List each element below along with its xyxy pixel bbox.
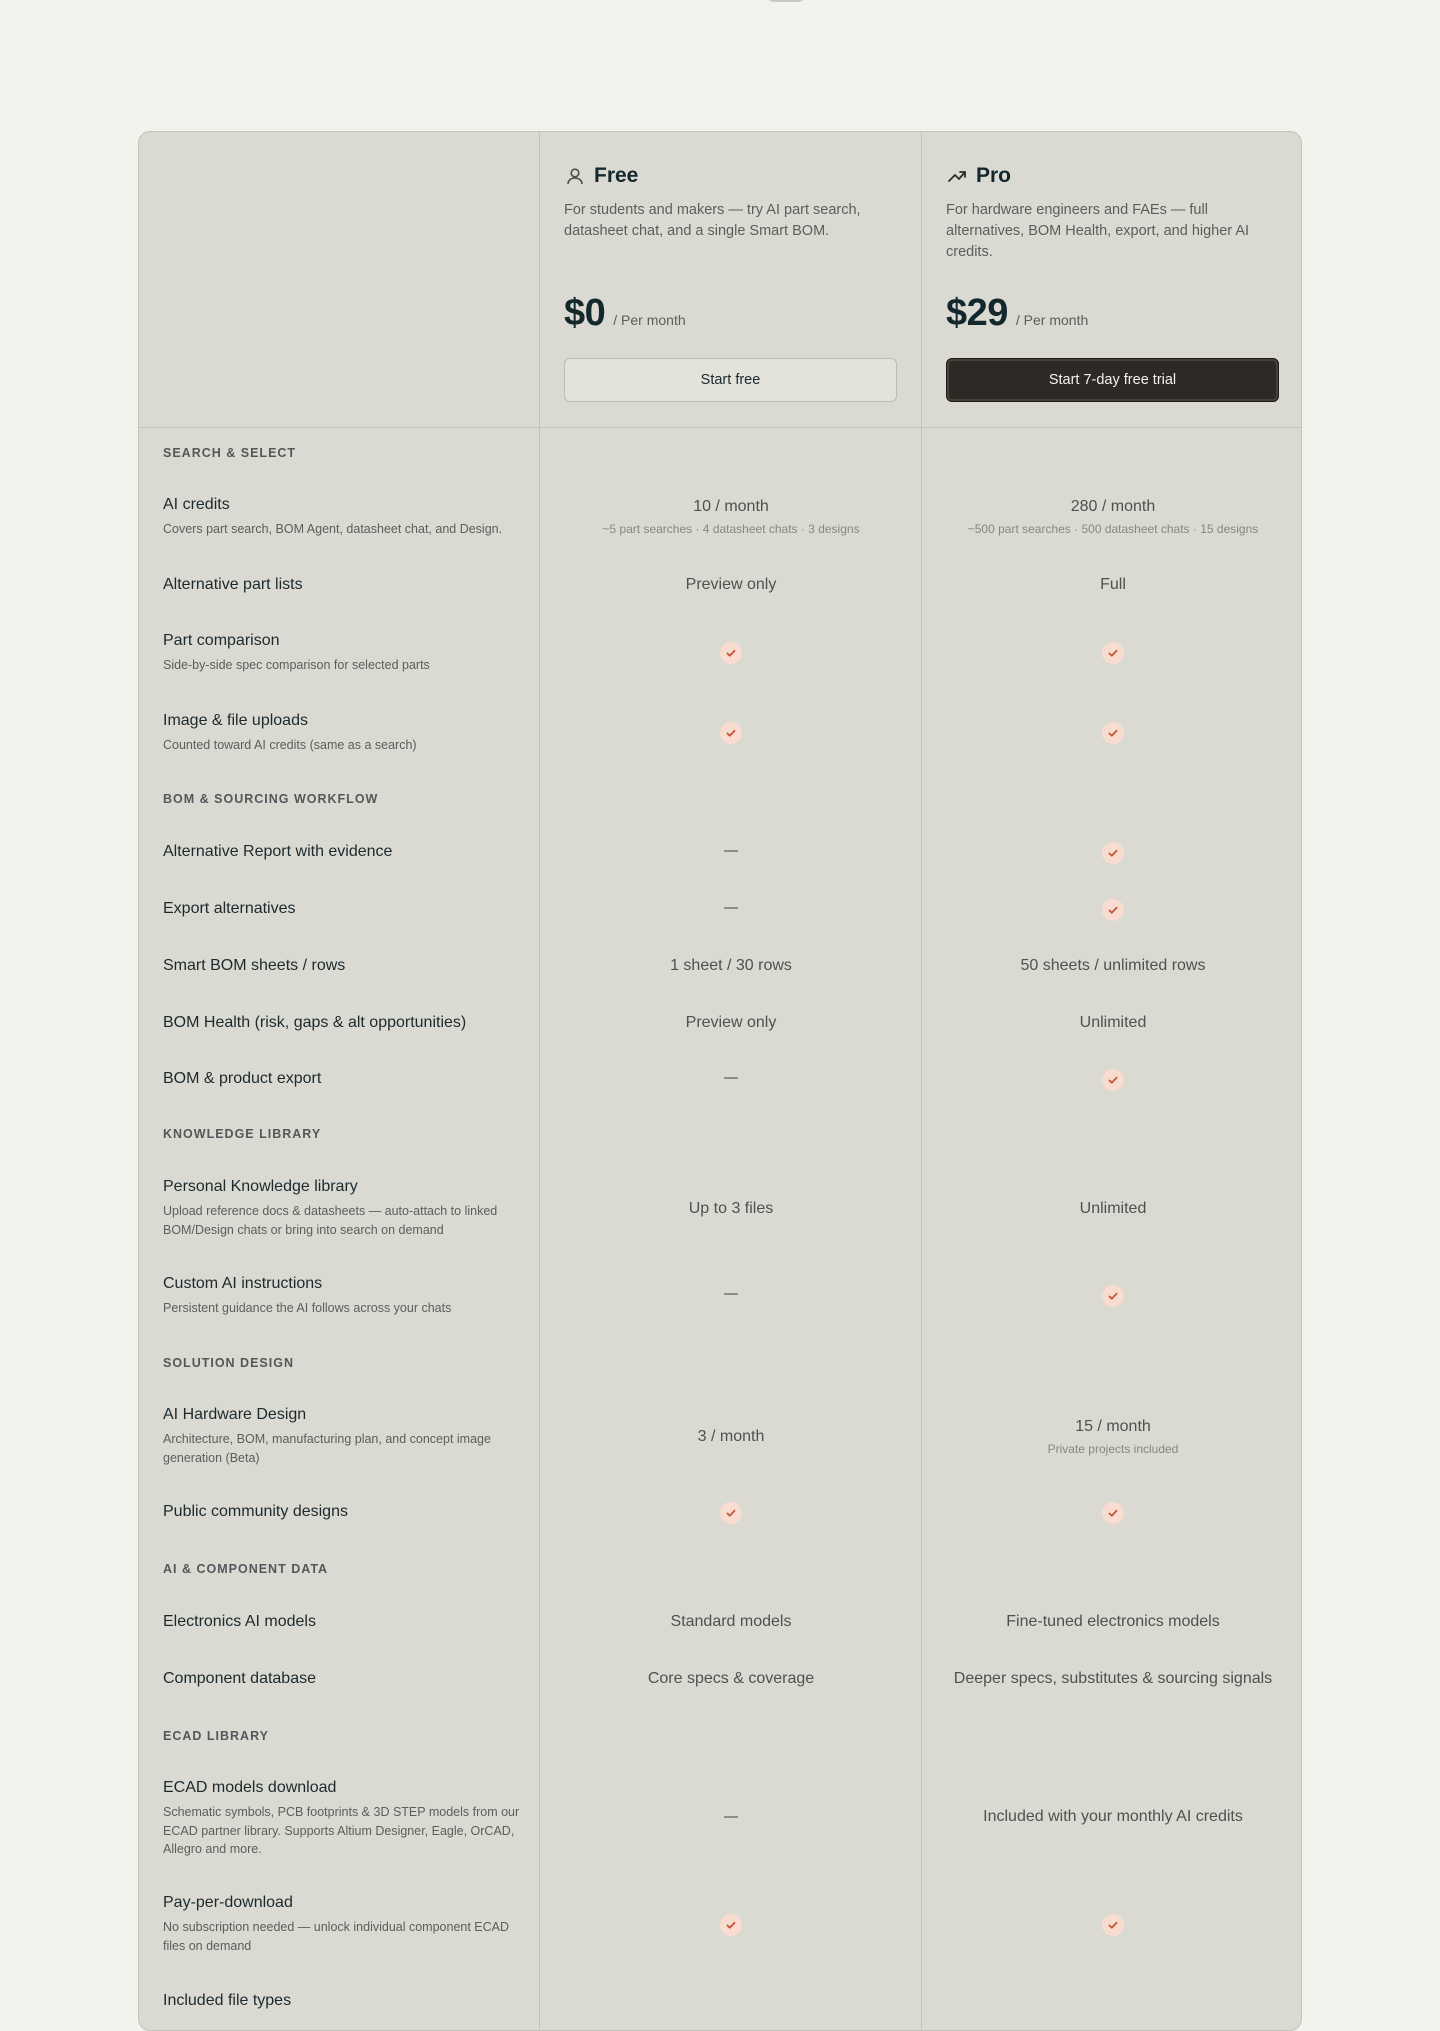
cell-value: Full bbox=[1100, 576, 1126, 593]
cell-subvalue: ~500 part searches · 500 datasheet chats · 15 designs bbox=[967, 522, 1259, 536]
feature-title: Part comparison bbox=[163, 632, 280, 649]
check-icon bbox=[1102, 722, 1124, 744]
plan-period: / Per month bbox=[1015, 312, 1089, 328]
plan-period: / Per month bbox=[613, 312, 686, 328]
cell-value: Standard models bbox=[670, 1613, 792, 1630]
feature-title: Included file types bbox=[163, 1992, 292, 2009]
feature-subtitle: Architecture, BOM, manufacturing plan, and concept image generation (Beta) bbox=[163, 1432, 491, 1465]
dash-icon bbox=[724, 850, 738, 852]
feature-title: Component database bbox=[163, 1670, 316, 1687]
plan-pro-header bbox=[922, 132, 1302, 427]
feature-subtitle: Persistent guidance the AI follows across your chats bbox=[163, 1301, 452, 1315]
dash-icon bbox=[724, 907, 738, 909]
feature-title: BOM & product export bbox=[163, 1070, 322, 1087]
check-icon bbox=[1102, 642, 1124, 664]
check-icon bbox=[720, 722, 742, 744]
user-icon bbox=[564, 165, 586, 187]
cell-value: Preview only bbox=[685, 576, 777, 593]
check-icon bbox=[720, 1502, 742, 1524]
pro-value bbox=[922, 498, 1302, 536]
feature-subtitle: Schematic symbols, PCB footprints & 3D STEP models from our ECAD partner library. Supports Altium Designer, Eagle, OrCAD, Allegro and more. bbox=[163, 1805, 520, 1856]
check-icon bbox=[1102, 1069, 1124, 1091]
cell-value: 280 / month bbox=[1070, 498, 1156, 515]
check-icon bbox=[1102, 1285, 1124, 1307]
free-value bbox=[540, 498, 922, 536]
trending-up-icon bbox=[946, 165, 968, 187]
feature-title: AI credits bbox=[163, 496, 230, 513]
pricing-comparison-table bbox=[138, 131, 1302, 2031]
cell-value: Unlimited bbox=[1079, 1014, 1147, 1031]
feature-title: Alternative Report with evidence bbox=[163, 843, 393, 860]
plan-free-header bbox=[540, 132, 922, 427]
feature-title: Smart BOM sheets / rows bbox=[163, 957, 346, 974]
feature-subtitle: Counted toward AI credits (same as a search) bbox=[163, 738, 417, 752]
feature-title: ECAD models download bbox=[163, 1779, 337, 1796]
feature-subtitle: Side-by-side spec comparison for selected parts bbox=[163, 658, 430, 672]
feature-title: BOM Health (risk, gaps & alt opportunities) bbox=[163, 1014, 467, 1031]
plan-name: Free bbox=[594, 164, 639, 187]
dash-icon bbox=[724, 1293, 738, 1295]
check-icon bbox=[1102, 1914, 1124, 1936]
section-title: KNOWLEDGE LIBRARY bbox=[163, 1127, 322, 1141]
section-title: SEARCH & SELECT bbox=[163, 446, 297, 460]
cell-value: Included with your monthly AI credits bbox=[983, 1808, 1243, 1825]
cell-value: Up to 3 files bbox=[688, 1200, 774, 1217]
start-free-button[interactable]: Start free bbox=[564, 358, 897, 402]
check-icon bbox=[720, 642, 742, 664]
top-decoration bbox=[766, 0, 806, 2]
feature-title: Image & file uploads bbox=[163, 712, 308, 729]
section-title: SOLUTION DESIGN bbox=[163, 1356, 294, 1370]
check-icon bbox=[720, 1914, 742, 1936]
cell-value: Preview only bbox=[685, 1014, 777, 1031]
dash-icon bbox=[724, 1816, 738, 1818]
dash-icon bbox=[724, 1077, 738, 1079]
start-trial-button[interactable]: Start 7-day free trial bbox=[946, 358, 1279, 402]
feature-subtitle: No subscription needed — unlock individual component ECAD files on demand bbox=[163, 1920, 510, 1953]
section-title: ECAD LIBRARY bbox=[163, 1729, 269, 1743]
check-icon bbox=[1102, 1502, 1124, 1524]
feature-title: Pay-per-download bbox=[163, 1894, 293, 1911]
section-title: AI & COMPONENT DATA bbox=[163, 1562, 329, 1576]
cell-value: Unlimited bbox=[1079, 1200, 1147, 1217]
cell-value: 15 / month bbox=[1075, 1418, 1151, 1435]
feature-title: Custom AI instructions bbox=[163, 1275, 323, 1292]
plan-price: $0 bbox=[564, 292, 606, 334]
feature-title: Electronics AI models bbox=[163, 1613, 316, 1630]
check-icon bbox=[1102, 842, 1124, 864]
check-icon bbox=[1102, 899, 1124, 921]
cell-value: Core specs & coverage bbox=[647, 1670, 815, 1687]
header-divider bbox=[139, 427, 1301, 428]
cell-value: 50 sheets / unlimited rows bbox=[1020, 957, 1206, 974]
plan-description: For students and makers — try AI part search, datasheet chat, and a single Smart BOM. bbox=[564, 202, 861, 239]
feature-title: Export alternatives bbox=[163, 900, 296, 917]
cell-value: 3 / month bbox=[697, 1428, 765, 1445]
feature-title: Personal Knowledge library bbox=[163, 1178, 358, 1195]
feature-title: Alternative part lists bbox=[163, 576, 303, 593]
section-title: BOM & SOURCING WORKFLOW bbox=[163, 792, 379, 806]
feature-subtitle: Covers part search, BOM Agent, datasheet chat, and Design. bbox=[163, 522, 503, 536]
feature-title: Public community designs bbox=[163, 1503, 348, 1520]
feature-label bbox=[163, 496, 533, 539]
feature-title: AI Hardware Design bbox=[163, 1406, 307, 1423]
plan-price: $29 bbox=[946, 292, 1008, 334]
cell-value: Deeper specs, substitutes & sourcing signals bbox=[953, 1670, 1273, 1687]
cell-value: Fine-tuned electronics models bbox=[1006, 1613, 1220, 1630]
plan-description: For hardware engineers and FAEs — full alternatives, BOM Health, export, and higher AI credits. bbox=[946, 202, 1250, 260]
plan-name: Pro bbox=[976, 164, 1012, 187]
feature-subtitle: Upload reference docs & datasheets — auto-attach to linked BOM/Design chats or bring into search on demand bbox=[163, 1204, 498, 1237]
cell-value: 1 sheet / 30 rows bbox=[670, 957, 792, 974]
cell-subvalue: ~5 part searches · 4 datasheet chats · 3 designs bbox=[602, 522, 860, 536]
cell-value: 10 / month bbox=[693, 498, 769, 515]
cell-subvalue: Private projects included bbox=[1047, 1442, 1179, 1456]
